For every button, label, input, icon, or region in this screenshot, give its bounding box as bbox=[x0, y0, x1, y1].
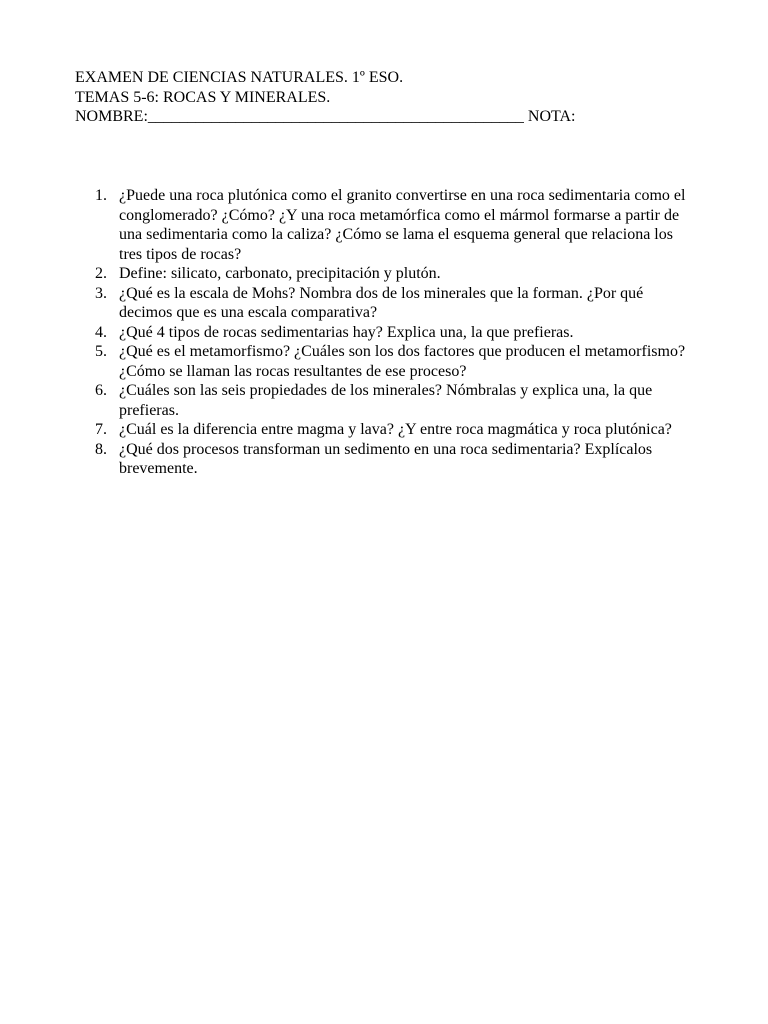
exam-header bbox=[75, 68, 576, 127]
question-number: 7. bbox=[95, 421, 107, 438]
question-number: 3. bbox=[95, 284, 107, 302]
question-text: ¿Qué es la escala de Mohs? Nombra dos de los minerales que la forman. ¿Por qué decimos que es una escala comparativa? bbox=[119, 284, 644, 321]
question-item bbox=[75, 284, 700, 323]
question-text: ¿Qué es el metamorfismo? ¿Cuáles son los dos factores que producen el metamorfismo? ¿Cómo se llaman las rocas resultantes de ese proceso? bbox=[119, 343, 686, 380]
question-item bbox=[75, 323, 700, 343]
question-item bbox=[75, 440, 700, 479]
question-text: Define: silicato, carbonato, precipitación y plutón. bbox=[119, 265, 441, 282]
question-item bbox=[75, 381, 700, 420]
question-number: 2. bbox=[95, 265, 107, 282]
question-number: 5. bbox=[95, 343, 107, 360]
exam-title: EXAMEN DE CIENCIAS NATURALES. 1º ESO. bbox=[75, 69, 404, 86]
question-item bbox=[75, 420, 700, 440]
exam-topics: TEMAS 5-6: ROCAS Y MINERALES. bbox=[75, 88, 331, 106]
question-number: 4. bbox=[95, 323, 107, 341]
question-text: ¿Qué 4 tipos de rocas sedimentarias hay? Explica una, la que prefieras. bbox=[119, 323, 574, 341]
question-text: ¿Cuál es la diferencia entre magma y lava? ¿Y entre roca magmática y roca plutónica? bbox=[119, 421, 672, 438]
question-number: 6. bbox=[95, 382, 107, 399]
question-number: 1. bbox=[95, 187, 107, 204]
question-item bbox=[75, 342, 700, 381]
question-number: 8. bbox=[95, 440, 107, 458]
question-item bbox=[75, 264, 700, 284]
question-text: ¿Qué dos procesos transforman un sedimento en una roca sedimentaria? Explícalos brevemente. bbox=[119, 440, 653, 477]
question-text: ¿Puede una roca plutónica como el granito convertirse en una roca sedimentaria como el conglomerado? ¿Cómo? ¿Y una roca metamórfica como el mármol formarse a partir de una sedimentaria como la caliza? ¿Cómo se lama el esquema general que relaciona los tres tipos de rocas? bbox=[119, 187, 686, 263]
question-item bbox=[75, 186, 700, 264]
question-text: ¿Cuáles son las seis propiedades de los minerales? Nómbralas y explica una, la que prefieras. bbox=[119, 382, 653, 419]
name-grade-line: NOMBRE:_______________________________________________ NOTA: bbox=[75, 108, 576, 125]
question-list bbox=[75, 186, 700, 479]
